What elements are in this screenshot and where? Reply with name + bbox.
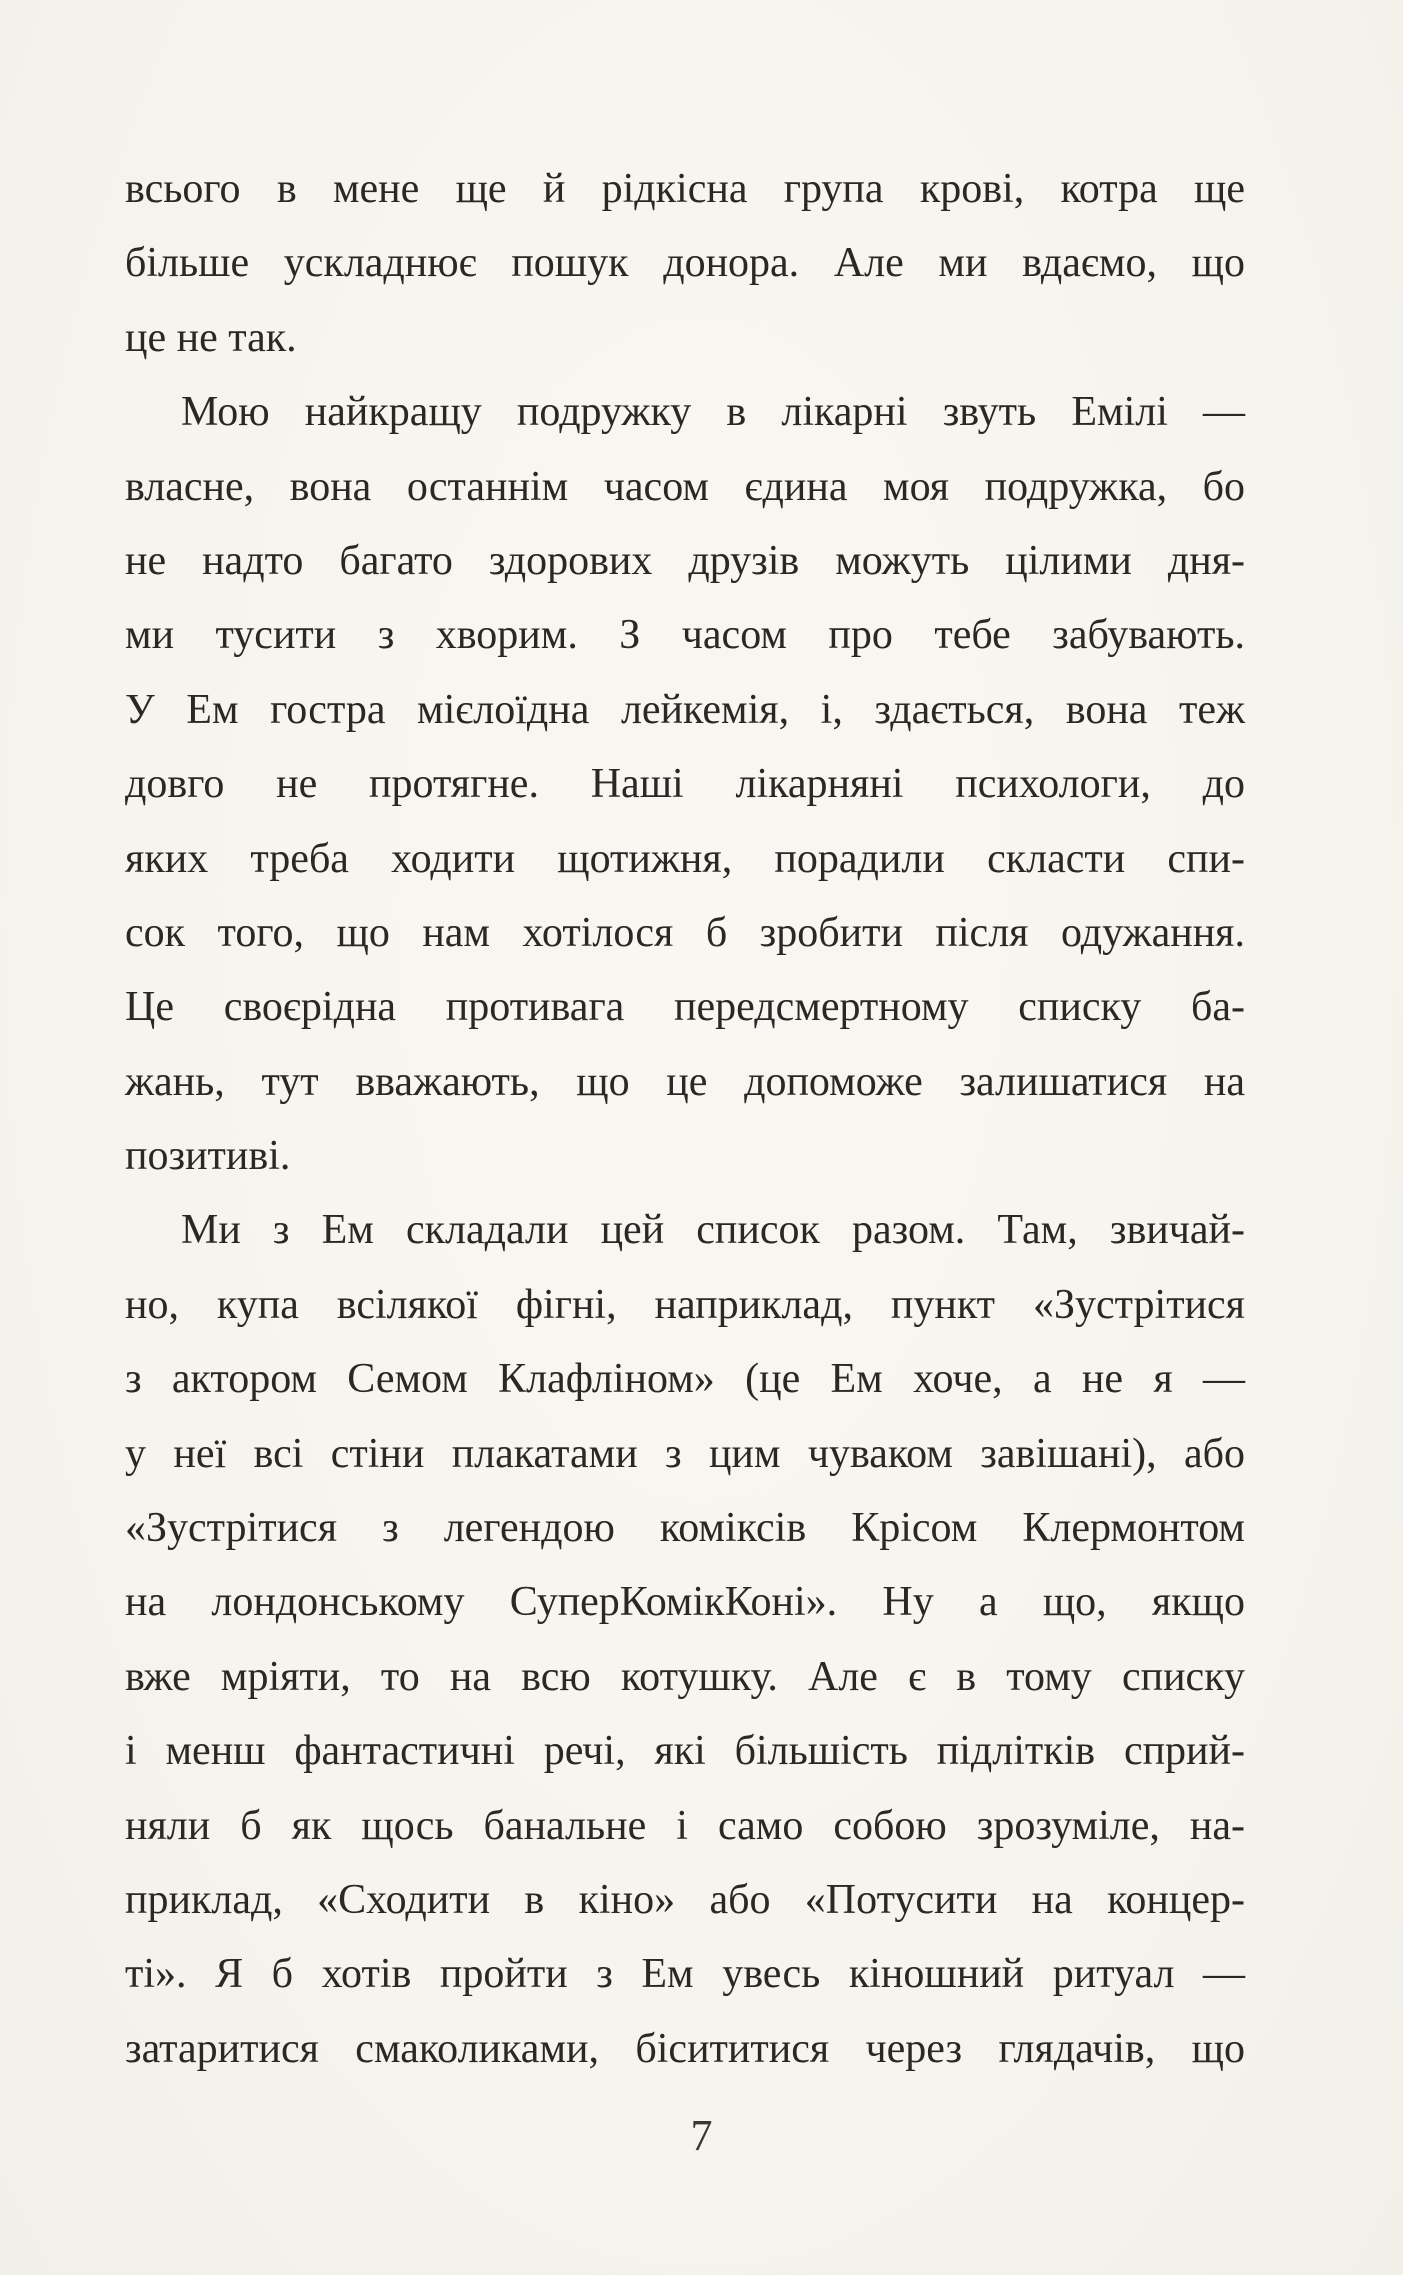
text-line: ті». Я б хотів пройти з Ем увесь кіношний ритуал — [125,1951,1245,1998]
text-line: з актором Семом Клафліном» (це Ем хоче, а не я — [125,1356,1245,1403]
text-line: вже мріяти, то на всю котушку. Але є в тому списку [125,1653,1245,1700]
text-line: власне, вона останнім часом єдина моя подружка, бо [125,463,1245,510]
text-line: затаритися смаколиками, бісититися через глядачів, що [125,2025,1245,2072]
paragraph-first-line: Ми з Ем складали цей список разом. Там, звичай- [181,1207,1245,1254]
text-line: няли б як щось банальне і само собою зрозуміле, на- [125,1802,1245,1849]
text-line: ми тусити з хворим. З часом про тебе забувають. [125,612,1245,659]
text-line: всього в мене ще й рідкісна група крові, котра ще [125,166,1245,212]
text-line: і менш фантастичні речі, які більшість підлітків сприй- [125,1728,1245,1775]
text-line: приклад, «Сходити в кіно» або «Потусити на концер- [125,1876,1245,1923]
text-line: У Ем гостра мієлоїдна лейкемія, і, здається, вона теж [125,686,1245,733]
page-number: 7 [690,2111,713,2160]
text-line: це не так. [125,314,297,361]
text-line: більше ускладнює пошук донора. Але ми вдаємо, що [125,240,1245,287]
text-line: «Зустрітися з легендою коміксів Крісом Клермонтом [125,1505,1245,1552]
text-line: сок того, що нам хотілося б зробити після одужання. [125,909,1245,956]
text-line: яких треба ходити щотижня, порадили скласти спи- [125,835,1245,882]
text-line: позитиві. [125,1133,291,1180]
paragraph-first-line: Мою найкращу подружку в лікарні звуть Емілі — [181,389,1245,436]
text-line: у неї всі стіни плакатами з цим чуваком завішані), або [125,1430,1245,1477]
text-line: Це своєрідна противага передсмертному списку ба- [125,984,1245,1031]
text-line: жань, тут вважають, що це допоможе залишатися на [125,1058,1245,1105]
text-line: не надто багато здорових друзів можуть цілими дня- [125,537,1245,584]
text-line: на лондонському СуперКомікКоні». Ну а що, якщо [125,1579,1245,1626]
body-text [125,152,1245,2086]
text-line: но, купа всілякої фігні, наприклад, пункт «Зустрітися [125,1281,1245,1328]
text-line: довго не протягне. Наші лікарняні психологи, до [125,761,1245,808]
